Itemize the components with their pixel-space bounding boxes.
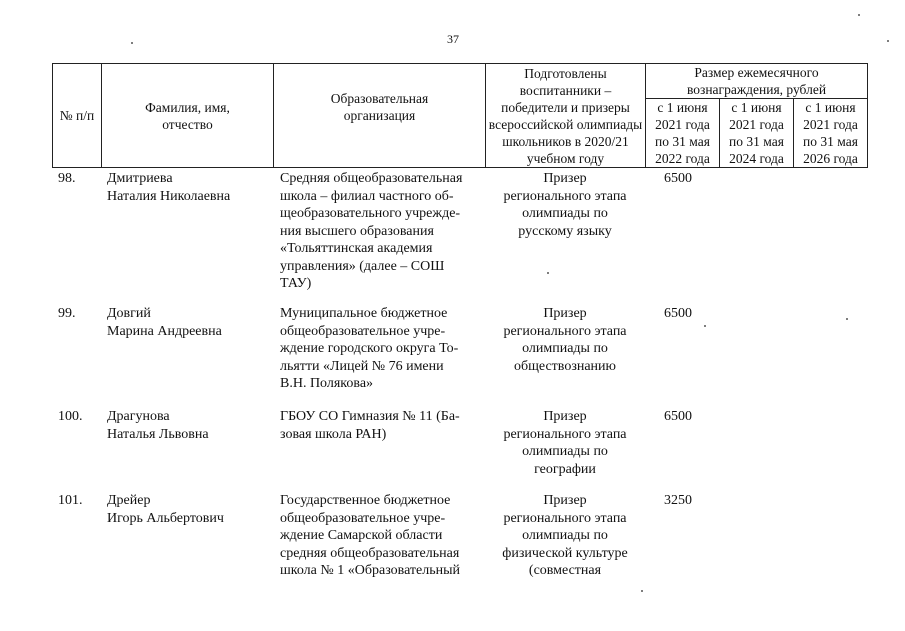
fio-line: Наталия Николаевна bbox=[107, 188, 231, 204]
scan-speck bbox=[547, 272, 549, 274]
org-line: средняя общеобразовательная bbox=[280, 545, 460, 561]
row-amount: 6500 bbox=[664, 171, 692, 186]
ach-line: обществознанию bbox=[514, 358, 616, 374]
row-fio bbox=[107, 492, 272, 527]
ach-line: олимпиады по bbox=[522, 444, 608, 459]
ach-line: Призер bbox=[543, 493, 587, 508]
header-period-2026: с 1 июня 2021 года по 31 мая 2026 года bbox=[794, 99, 868, 168]
ach-line: регионального этапа bbox=[503, 323, 627, 339]
ach-line: олимпиады по bbox=[522, 528, 608, 543]
row-number: 101. bbox=[58, 493, 83, 508]
header-period-2022: с 1 июня 2021 года по 31 мая 2022 года bbox=[646, 99, 720, 168]
ach-line: регионального этапа bbox=[503, 426, 627, 442]
org-line: «Тольяттинская академия bbox=[280, 241, 433, 256]
org-line: зовая школа РАН) bbox=[280, 426, 387, 442]
header-col-organization: Образовательная организация bbox=[274, 64, 486, 168]
row-organization bbox=[280, 408, 479, 443]
header-col-prepared: Подготовлены воспитанники – победители и призеры всероссийской олимпиады школьников в 2020/21 учебном году bbox=[486, 64, 646, 168]
org-line: управления» (далее – СОШ bbox=[280, 258, 445, 274]
scan-speck bbox=[858, 14, 860, 16]
ach-line: русскому языку bbox=[518, 223, 612, 239]
ach-line: географии bbox=[534, 461, 596, 477]
ach-line: олимпиады по bbox=[522, 341, 608, 356]
page-number: 37 bbox=[447, 32, 459, 46]
ach-line: (совместная bbox=[528, 563, 602, 578]
ach-line: Призер bbox=[543, 171, 587, 186]
org-line: ния высшего образования bbox=[280, 223, 434, 239]
org-line: школа – филиал частного об- bbox=[280, 188, 454, 204]
row-achievement bbox=[486, 492, 644, 580]
ach-line: регионального этапа bbox=[503, 510, 627, 526]
org-line: Муниципальное бюджетное bbox=[280, 306, 448, 321]
row-fio bbox=[107, 305, 272, 340]
fio-line: Довгий bbox=[107, 306, 151, 321]
ach-line: Призер bbox=[543, 409, 587, 424]
org-line: школа № 1 «Образовательный bbox=[280, 563, 461, 578]
row-organization bbox=[280, 305, 479, 393]
org-line: Государственное бюджетное bbox=[280, 493, 451, 508]
row-fio bbox=[107, 170, 272, 205]
org-line: ГБОУ СО Гимназия № 11 (Ба- bbox=[280, 409, 460, 424]
scan-speck bbox=[704, 325, 706, 327]
ach-line: регионального этапа bbox=[503, 188, 627, 204]
org-line: В.Н. Полякова» bbox=[280, 376, 374, 391]
header-col-number: № п/п bbox=[53, 64, 102, 168]
fio-line: Драгунова bbox=[107, 409, 170, 424]
row-achievement bbox=[486, 305, 644, 375]
ach-line: Призер bbox=[543, 306, 587, 321]
org-line: льятти «Лицей № 76 имени bbox=[280, 358, 444, 374]
org-line: ждение городского округа То- bbox=[280, 341, 459, 356]
org-line: общеобразовательное учре- bbox=[280, 510, 446, 526]
header-col-amount-group: Размер ежемесячного вознаграждения, рублей bbox=[646, 64, 868, 99]
org-line: ТАУ) bbox=[280, 276, 312, 291]
fio-line: Дрейер bbox=[107, 493, 151, 508]
header-col-fio: Фамилия, имя, отчество bbox=[102, 64, 274, 168]
scan-speck bbox=[131, 42, 133, 44]
row-organization bbox=[280, 170, 479, 293]
scan-speck bbox=[887, 40, 889, 42]
fio-line: Наталья Львовна bbox=[107, 426, 209, 442]
row-number: 98. bbox=[58, 171, 76, 186]
row-fio bbox=[107, 408, 272, 443]
org-line: общеобразовательное учре- bbox=[280, 323, 446, 339]
ach-line: физической культуре bbox=[502, 545, 628, 561]
row-amount: 3250 bbox=[664, 493, 692, 508]
row-number: 99. bbox=[58, 306, 76, 321]
scan-speck bbox=[641, 590, 643, 592]
row-amount: 6500 bbox=[664, 306, 692, 321]
fio-line: Дмитриева bbox=[107, 171, 173, 186]
org-line: ждение Самарской области bbox=[280, 528, 443, 543]
row-amount: 6500 bbox=[664, 409, 692, 424]
row-number: 100. bbox=[58, 409, 83, 424]
row-organization bbox=[280, 492, 479, 580]
org-line: Средняя общеобразовательная bbox=[280, 171, 463, 186]
fio-line: Марина Андреевна bbox=[107, 323, 222, 339]
org-line: щеобразовательного учрежде- bbox=[280, 206, 461, 221]
ach-line: олимпиады по bbox=[522, 206, 608, 221]
fio-line: Игорь Альбертович bbox=[107, 510, 224, 526]
header-period-2024: с 1 июня 2021 года по 31 мая 2024 года bbox=[720, 99, 794, 168]
row-achievement bbox=[486, 170, 644, 240]
row-achievement bbox=[486, 408, 644, 478]
scan-speck bbox=[846, 318, 848, 320]
